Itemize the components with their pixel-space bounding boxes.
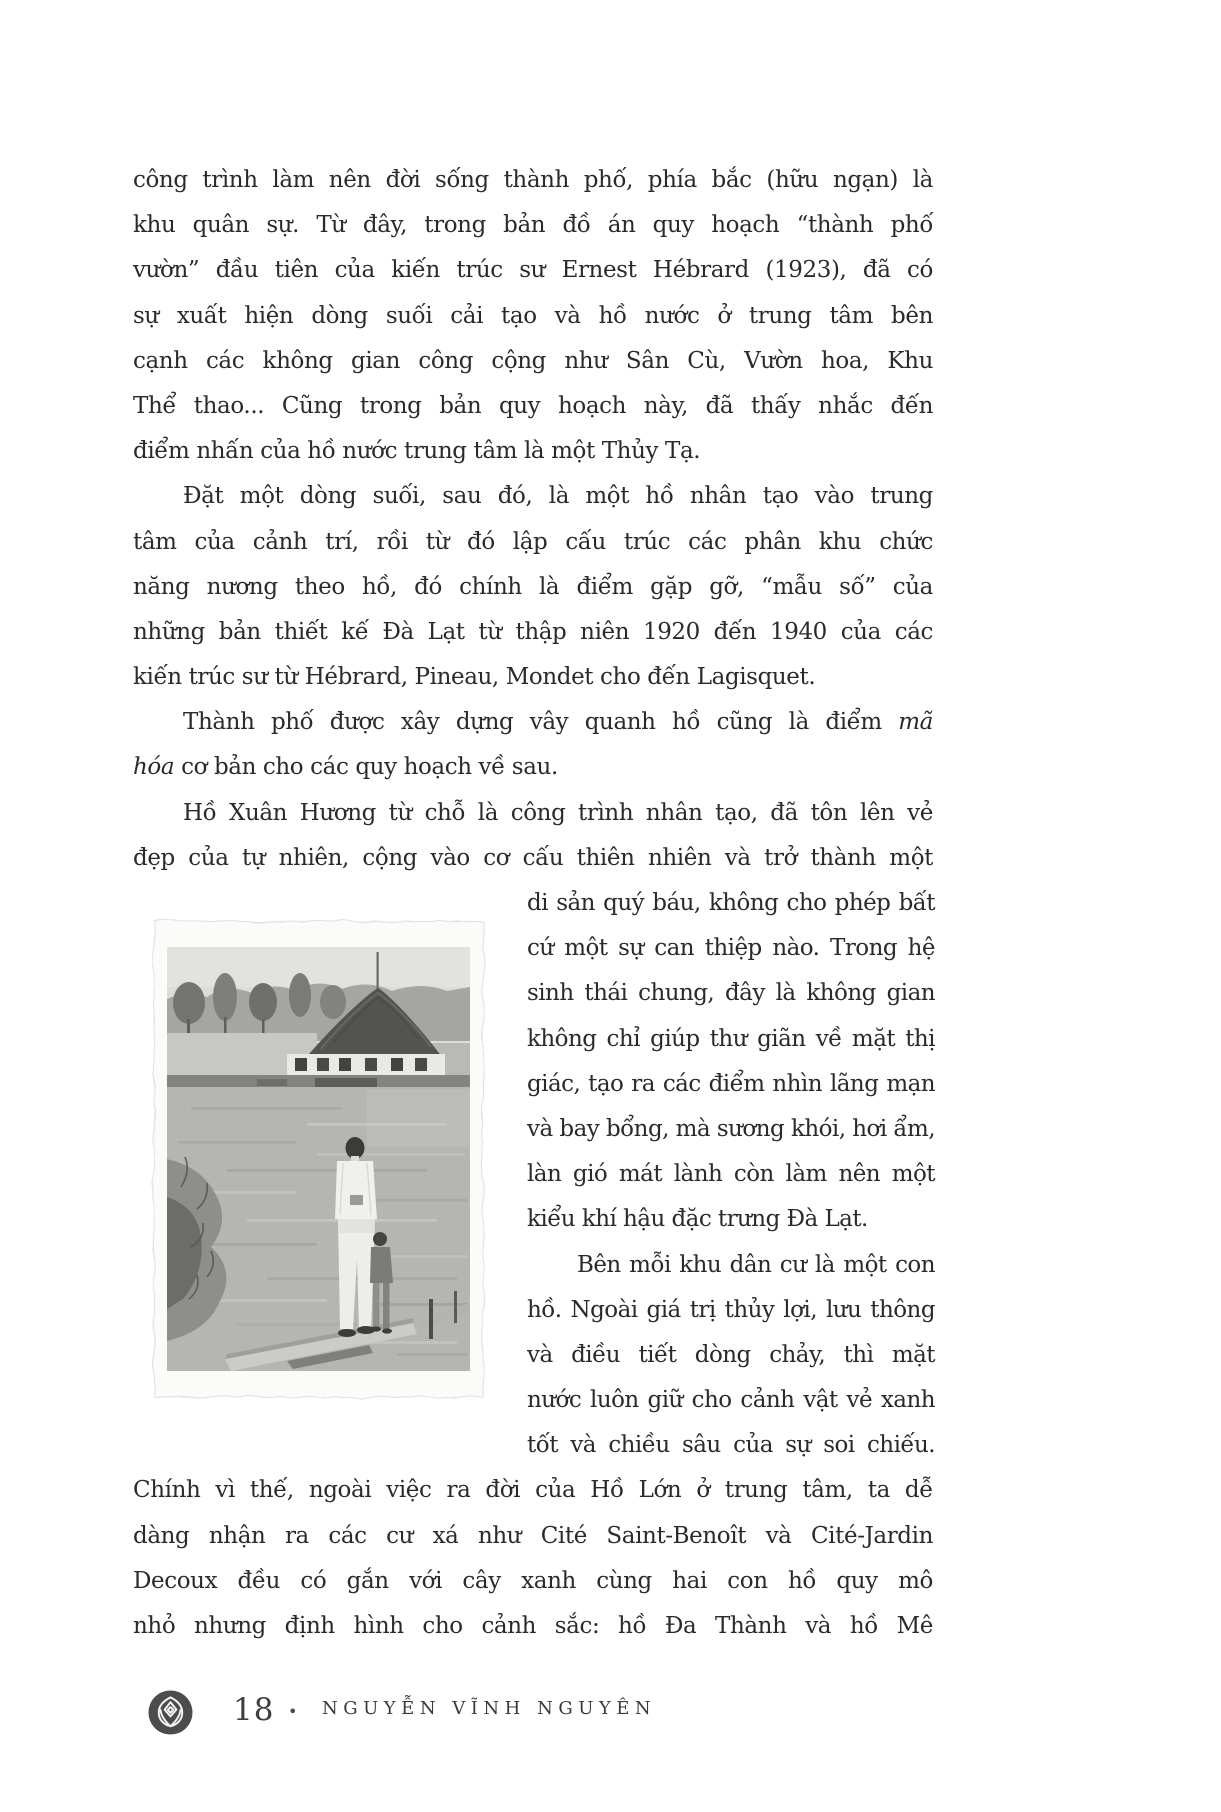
text-line — [527, 1288, 935, 1333]
page-footer — [0, 1680, 1221, 1760]
text-segment: Bên mỗi khu dân cư là một con — [577, 1251, 935, 1278]
text-segment: sự xuất hiện dòng suối cải tạo và hồ nước ở trung tâm bên — [133, 302, 933, 329]
italic-text-segment: hóa — [133, 754, 175, 781]
text-line — [133, 203, 933, 248]
text-line — [527, 881, 935, 926]
text-line — [133, 1604, 933, 1649]
text-segment: Chính vì thế, ngoài việc ra đời của Hồ Lớn ở trung tâm, ta dễ — [133, 1477, 933, 1504]
text-segment: nước luôn giữ cho cảnh vật vẻ xanh — [527, 1387, 935, 1414]
text-line — [527, 1423, 935, 1468]
text-segment: tốt và chiều sâu của sự soi chiếu. — [527, 1432, 935, 1459]
text-segment: điểm nhấn của hồ nước trung tâm là một Thủy Tạ. — [133, 438, 701, 465]
text-segment: Đặt một dòng suối, sau đó, là một hồ nhân tạo vào trung — [183, 483, 933, 510]
text-line — [133, 1514, 933, 1559]
text-line — [133, 836, 933, 881]
text-line — [133, 1468, 933, 1513]
text-segment: năng nương theo hồ, đó chính là điểm gặp gỡ, “mẫu số” của — [133, 573, 933, 600]
text-line — [527, 926, 935, 971]
page-number: 18 — [233, 1692, 275, 1728]
text-line — [133, 610, 933, 655]
text-segment: làn gió mát lành còn làm nên một — [527, 1161, 935, 1188]
footer-separator-dot: • — [288, 1702, 298, 1721]
lakeside-photo — [150, 917, 487, 1401]
text-segment: sinh thái chung, đây là không gian — [527, 980, 935, 1007]
text-line — [527, 1243, 935, 1288]
text-segment: khu quân sự. Từ đây, trong bản đồ án quy hoạch “thành phố — [133, 212, 933, 239]
text-segment: vườn” đầu tiên của kiến trúc sư Ernest Hébrard (1923), đã có — [133, 257, 933, 284]
text-line — [133, 655, 933, 700]
text-line — [527, 1197, 935, 1242]
text-segment: và điều tiết dòng chảy, thì mặt — [527, 1341, 935, 1368]
text-line — [133, 339, 933, 384]
text-line — [133, 474, 933, 519]
text-line — [527, 1107, 935, 1152]
italic-text-segment: mã — [898, 709, 933, 736]
text-line — [527, 1017, 935, 1062]
text-line — [527, 1062, 935, 1107]
text-line — [133, 700, 933, 745]
text-segment: công trình làm nên đời sống thành phố, phía bắc (hữu ngạn) là — [133, 167, 933, 193]
text-segment: Thể thao... Cũng trong bản quy hoạch này, đã thấy nhắc đến — [133, 392, 933, 419]
text-line — [133, 294, 933, 339]
text-segment: kiến trúc sư từ Hébrard, Pineau, Mondet cho đến Lagisquet. — [133, 664, 816, 691]
text-segment: dàng nhận ra các cư xá như Cité Saint-Benoît và Cité-Jardin — [133, 1522, 933, 1549]
text-line — [527, 1152, 935, 1197]
text-line — [133, 1559, 933, 1604]
text-segment: hồ. Ngoài giá trị thủy lợi, lưu thông — [527, 1296, 935, 1323]
text-segment: đẹp của tự nhiên, cộng vào cơ cấu thiên nhiên và trở thành một — [133, 844, 933, 871]
text-segment: cứ một sự can thiệp nào. Trong hệ — [527, 935, 935, 962]
text-segment: nhỏ nhưng định hình cho cảnh sắc: hồ Đa Thành và hồ Mê — [133, 1613, 933, 1639]
text-segment: giác, tạo ra các điểm nhìn lãng mạn — [527, 1070, 935, 1097]
text-line — [133, 520, 933, 565]
text-line — [133, 429, 933, 474]
text-line — [133, 158, 933, 203]
text-segment: những bản thiết kế Đà Lạt từ thập niên 1920 đến 1940 của các — [133, 618, 933, 645]
text-line — [527, 1378, 935, 1423]
lakeside-photo-image — [150, 917, 487, 1401]
text-line — [527, 971, 935, 1016]
text-line — [133, 565, 933, 610]
text-line — [133, 745, 933, 790]
body-text — [0, 158, 1221, 1649]
text-segment: cơ bản cho các quy hoạch về sau. — [174, 754, 558, 781]
text-segment: cạnh các không gian công cộng như Sân Cù, Vườn hoa, Khu — [133, 347, 933, 374]
text-line — [133, 248, 933, 293]
author-name: NGUYỄN VĨNH NGUYÊN — [322, 1698, 657, 1719]
text-line — [527, 1333, 935, 1378]
text-segment: kiểu khí hậu đặc trưng Đà Lạt. — [527, 1206, 868, 1233]
text-segment: không chỉ giúp thư giãn về mặt thị — [527, 1025, 935, 1052]
text-segment: Hồ Xuân Hương từ chỗ là công trình nhân tạo, đã tôn lên vẻ — [183, 799, 933, 826]
text-segment: di sản quý báu, không cho phép bất — [527, 890, 935, 916]
publisher-logo-icon — [147, 1689, 194, 1736]
text-line — [133, 384, 933, 429]
text-line — [133, 791, 933, 836]
text-segment: Thành phố được xây dựng vây quanh hồ cũng là điểm — [183, 709, 899, 736]
text-segment: Decoux đều có gắn với cây xanh cùng hai con hồ quy mô — [133, 1567, 933, 1594]
text-segment: và bay bổng, mà sương khói, hơi ẩm, — [527, 1115, 935, 1142]
text-segment: tâm của cảnh trí, rồi từ đó lập cấu trúc các phân khu chức — [133, 528, 933, 555]
